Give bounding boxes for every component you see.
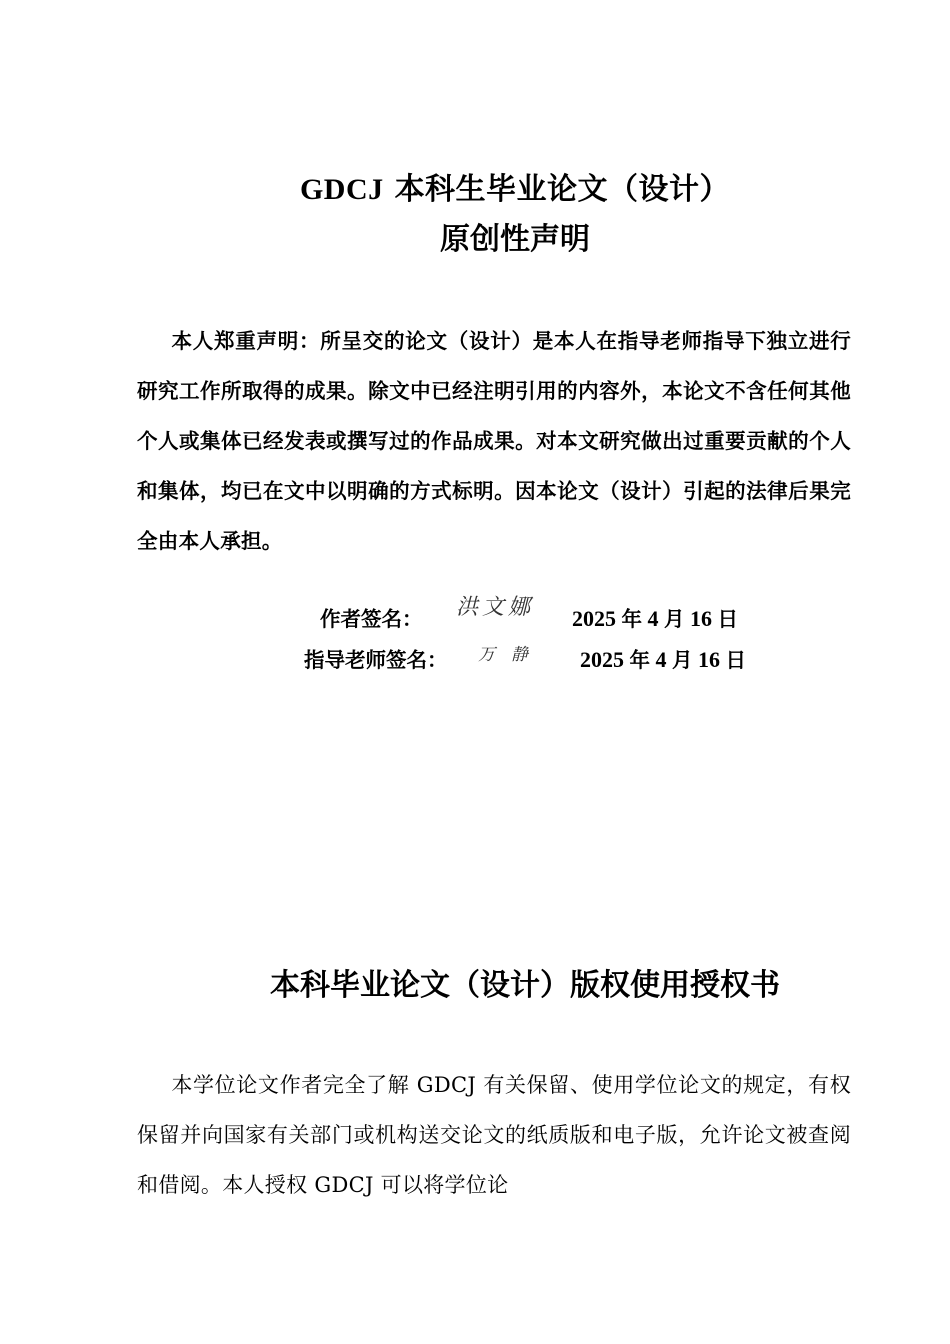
authorization-text: 本学位论文作者完全了解 GDCJ 有关保留、使用学位论文的规定，有权保留并向国家有关部门或机构送交论文的纸质版和电子版，允许论文被查阅和借阅。本人授权 GDCJ 可以将学位论 bbox=[137, 1073, 851, 1197]
advisor-signature-date: 2025 年 4 月 16 日 bbox=[580, 647, 746, 672]
title-main: 本科生毕业论文（设计） bbox=[394, 172, 731, 207]
author-handwritten-signature: 洪文娜 bbox=[456, 595, 535, 620]
declaration-title bbox=[0, 168, 950, 212]
declaration-paragraph bbox=[137, 316, 851, 566]
advisor-signature-label: 指导老师签名： bbox=[304, 648, 448, 672]
authorization-paragraph bbox=[137, 1060, 851, 1210]
declaration-text: 本人郑重声明：所呈交的论文（设计）是本人在指导老师指导下独立进行研究工作所取得的成果。除文中已经注明引用的内容外，本论文不含任何其他个人或集体已经发表或撰写过的作品成果。对本文研究做出过重要贡献的个人和集体，均已在文中以明确的方式标明。因本论文（设计）引起的法律后果完全由本人承担。 bbox=[137, 329, 851, 553]
declaration-subtitle: 原创性声明 bbox=[440, 222, 590, 257]
authorization-title: 本科毕业论文（设计）版权使用授权书 bbox=[270, 968, 780, 1003]
title-prefix: GDCJ bbox=[299, 173, 384, 206]
author-signature-date: 2025 年 4 月 16 日 bbox=[572, 606, 738, 631]
author-signature-label: 作者签名： bbox=[320, 607, 423, 631]
advisor-handwritten-signature: 万静 bbox=[478, 645, 544, 665]
